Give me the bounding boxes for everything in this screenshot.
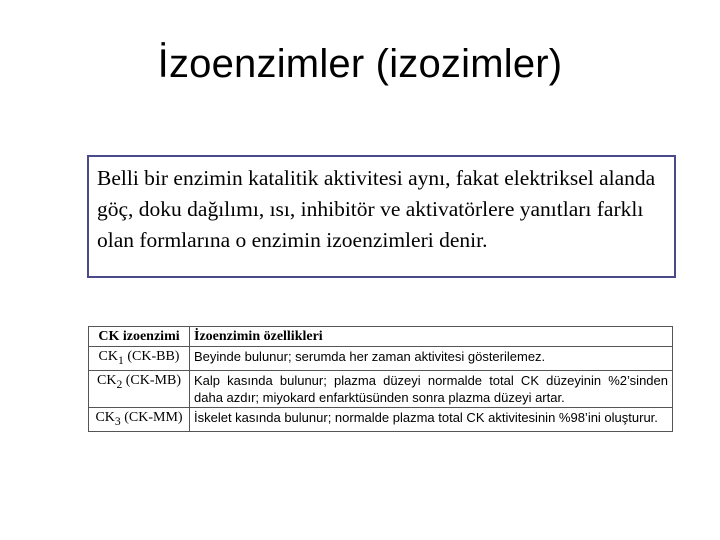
isoenzyme-name-suffix: (CK-BB): [123, 349, 180, 364]
header-isoenzyme-properties: İzoenzimin özellikleri: [190, 327, 673, 347]
definition-box: [87, 155, 676, 278]
isoenzyme-name: [89, 347, 190, 371]
isoenzyme-name-prefix: CK: [95, 409, 115, 425]
table-header-row: [89, 327, 673, 347]
slide-title: İzoenzimler (izozimler): [157, 42, 563, 86]
header-ck-isoenzyme: CK izoenzimi: [89, 327, 190, 347]
isoenzyme-name-subscript: 2: [116, 377, 123, 391]
isoenzyme-name-prefix: CK: [96, 372, 117, 388]
isoenzyme-name-subscript: 3: [114, 414, 121, 428]
isoenzyme-name: [89, 407, 190, 431]
isoenzyme-name-prefix: CK: [98, 349, 118, 364]
ck-isoenzyme-table: [88, 326, 673, 432]
definition-text: Belli bir enzimin katalitik aktivitesi aynı, fakat elektriksel alanda göç, doku dağılımı, ısı, inhibitör ve aktivatörlere yanıtları farklı olan formlarına o enzimin izoenzimleri denir.: [97, 166, 656, 252]
table-row: [89, 370, 673, 407]
isoenzyme-description: İskelet kasında bulunur; normalde plazma total CK aktivitesinin %98’ini oluşturur.: [190, 407, 673, 431]
isoenzyme-description: Beyinde bulunur; serumda her zaman aktivitesi gösterilemez.: [190, 347, 673, 371]
isoenzyme-name-suffix: (CK-MB): [122, 372, 181, 388]
table-row: [89, 347, 673, 371]
isoenzyme-description: Kalp kasında bulunur; plazma düzeyi normalde total CK düzeyinin %2’sinden daha azdır; miyokard enfarktüsünden sonra plazma düzeyi artar.: [190, 370, 673, 407]
isoenzyme-name-subscript: 1: [118, 353, 124, 367]
isoenzyme-name: [89, 370, 190, 407]
table-row: [89, 407, 673, 431]
isoenzyme-name-suffix: (CK-MM): [120, 409, 183, 425]
